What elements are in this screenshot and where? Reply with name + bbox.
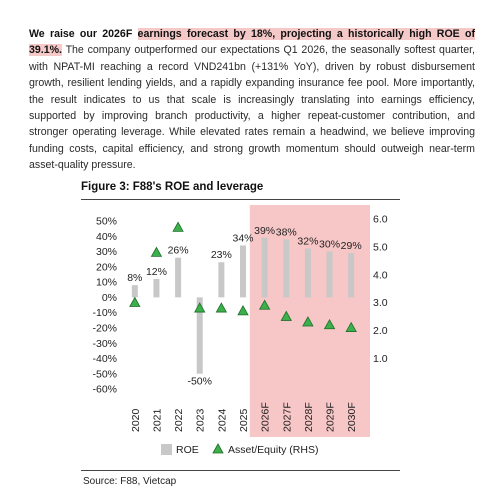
paragraph-lead: We raise our 2026F [29, 28, 138, 40]
asset-equity-marker [130, 298, 140, 307]
roe-data-label: -50% [187, 375, 212, 388]
left-axis-tick: 30% [95, 246, 117, 259]
x-axis-tick: 2029F [324, 402, 337, 432]
right-axis-tick: 5.0 [373, 241, 388, 254]
roe-bar [348, 253, 354, 297]
legend-swatch-asset-equity [213, 444, 223, 453]
right-axis-tick: 4.0 [373, 269, 388, 282]
roe-bar [305, 248, 311, 297]
roe-bar [262, 238, 268, 298]
x-axis-tick: 2027F [281, 402, 294, 432]
left-axis-tick: 10% [95, 276, 117, 289]
x-axis-tick: 2026F [259, 402, 272, 432]
figure-title: Figure 3: F88's ROE and leverage [81, 181, 264, 193]
left-axis-tick: -40% [92, 353, 117, 366]
legend-swatch-roe [161, 444, 172, 455]
roe-data-label: 29% [340, 240, 362, 253]
legend-label-asset-equity: Asset/Equity (RHS) [228, 444, 319, 456]
roe-data-label: 34% [232, 232, 254, 245]
left-axis-tick: -10% [92, 307, 117, 320]
x-axis-tick: 2021 [151, 408, 164, 432]
x-axis-tick: 2020 [129, 408, 142, 432]
roe-data-label: 38% [275, 226, 297, 239]
asset-equity-marker [195, 303, 205, 312]
legend-label-roe: ROE [176, 444, 199, 456]
left-axis-tick: 40% [95, 230, 117, 243]
x-axis-tick: 2028F [302, 402, 315, 432]
figure-source: Source: F88, Vietcap [83, 476, 177, 487]
roe-data-label: 23% [210, 249, 232, 262]
roe-bar [327, 252, 333, 298]
figure-bottom-rule [81, 470, 400, 471]
roe-data-label: 12% [145, 266, 167, 279]
roe-bar [153, 279, 159, 297]
asset-equity-marker [151, 247, 161, 256]
roe-data-label: 8% [127, 272, 143, 285]
roe-data-label: 26% [167, 244, 189, 257]
roe-bar [240, 245, 246, 297]
roe-data-label: 30% [319, 238, 341, 251]
x-axis-tick: 2025 [238, 408, 250, 432]
asset-equity-marker [173, 222, 183, 231]
paragraph-highlight: earnings forecast by 18%, projecting a historically high ROE of 39.1%. [29, 28, 475, 57]
roe-bar [132, 285, 138, 297]
left-axis-tick: -60% [92, 383, 117, 396]
roe-bar [283, 239, 289, 297]
right-axis-tick: 1.0 [373, 352, 388, 365]
roe-data-label: 32% [297, 235, 319, 248]
asset-equity-marker [216, 303, 226, 312]
right-axis-tick: 2.0 [373, 324, 388, 337]
left-axis-tick: -30% [92, 337, 117, 350]
left-axis-tick: -20% [92, 322, 117, 335]
x-axis-tick: 2024 [216, 408, 229, 432]
left-axis-tick: 0% [101, 291, 117, 304]
x-axis-tick: 2030F [346, 402, 359, 432]
right-axis-tick: 3.0 [373, 297, 388, 310]
x-axis-tick: 2023 [194, 408, 207, 432]
right-axis-tick: 6.0 [373, 213, 388, 226]
left-axis-tick: 50% [95, 215, 117, 228]
left-axis-tick: 20% [95, 261, 117, 274]
roe-data-label: 39% [254, 224, 276, 237]
roe-bar [175, 258, 181, 298]
x-axis-tick: 2022 [173, 408, 186, 432]
roe-bar [218, 262, 224, 297]
left-axis-tick: -50% [92, 368, 117, 381]
asset-equity-marker [238, 306, 248, 315]
paragraph-body: The company outperformed our expectations Q1 2026, the seasonally softest quarter, with NPAT-MI reaching a record VND241bn (+131% YoY), driven by robust disbursement growth, resilient lending yields, and a rapidly expanding insurance fee pool. More importantly, the result indicates to us that scale is increasingly translating into earnings efficiency, supported by improving branch productivity, a higher repeat-customer contribution, and stronger operating leverage. While elevated rates remain a headwind, we believe improving funding costs, capital efficiency, and strong growth momentum should outweigh near-term asset-quality pressure. [29, 44, 475, 172]
